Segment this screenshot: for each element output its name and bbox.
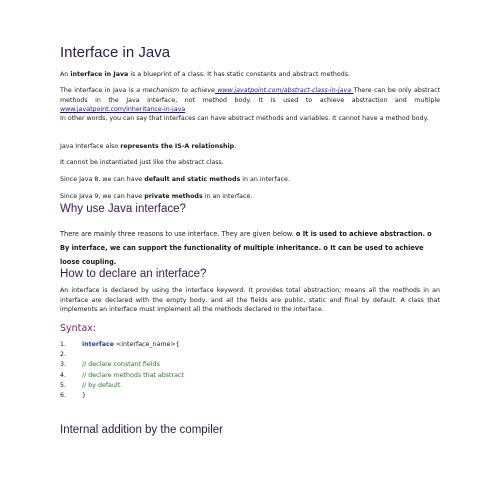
- how-heading: How to declare an interface?: [60, 268, 207, 280]
- how-paragraph: An interface is declared by using the interface keyword. It provides total abstraction; means all the methods in an interface are declared with the empty body, and all the fields are public, static and final by default. A class that implements an interface must implement all the methods declared in the interface.: [60, 287, 440, 314]
- why-paragraph: There are mainly three reasons to use interface. They are given below. o It is used to achieve abstraction. o By interface, we can support the functionality of multiple inheritance. o It can be used to achieve loose coupling.: [60, 230, 432, 266]
- instantiation-paragraph: It cannot be instantiated just like the abstract class.: [60, 159, 224, 166]
- code-block: [60, 340, 184, 401]
- syntax-heading: Syntax:: [60, 323, 97, 334]
- mechanism-paragraph: The interface in Java is a mechanism to achieve www.javatpoint.com/abstract-class-in-java There can be only abstract methods in the Java interface, not method body. It is used to achieve abstraction and multiple www.javatpoint.com/inheritance-in-java: [60, 87, 440, 114]
- abstract-class-link[interactable]: www.javatpoint.com/abstract-class-in-java: [214, 87, 354, 94]
- code-line: 4. // declare methods that abstract: [60, 371, 184, 379]
- java9-paragraph: Since Java 9, we can have private methods in an interface.: [60, 193, 253, 200]
- intro-paragraph: An interface in Java is a blueprint of a class. It has static constants and abstract methods.: [60, 71, 351, 78]
- java8-paragraph: Since Java 8, we can have default and static methods in an interface.: [60, 176, 290, 183]
- why-heading: Why use Java interface?: [60, 203, 186, 215]
- code-line: 5. // by default.: [60, 381, 123, 389]
- inheritance-link[interactable]: www.javatpoint.com/inheritance-in-java: [60, 106, 186, 114]
- compiler-heading: Internal addition by the compiler: [60, 424, 224, 436]
- page-title: Interface in Java: [60, 44, 171, 61]
- is-a-paragraph: Java Interface also represents the IS-A relationship.: [60, 143, 237, 150]
- code-line: 6. }: [60, 392, 87, 400]
- code-line: 3. // declare constant fields: [60, 361, 160, 369]
- other-words-paragraph: In other words, you can say that interfaces can have abstract methods and variables. It cannot have a method body.: [60, 115, 429, 122]
- code-line: 2.: [60, 351, 67, 359]
- code-line: 1. interface <interface_name>{: [60, 341, 180, 348]
